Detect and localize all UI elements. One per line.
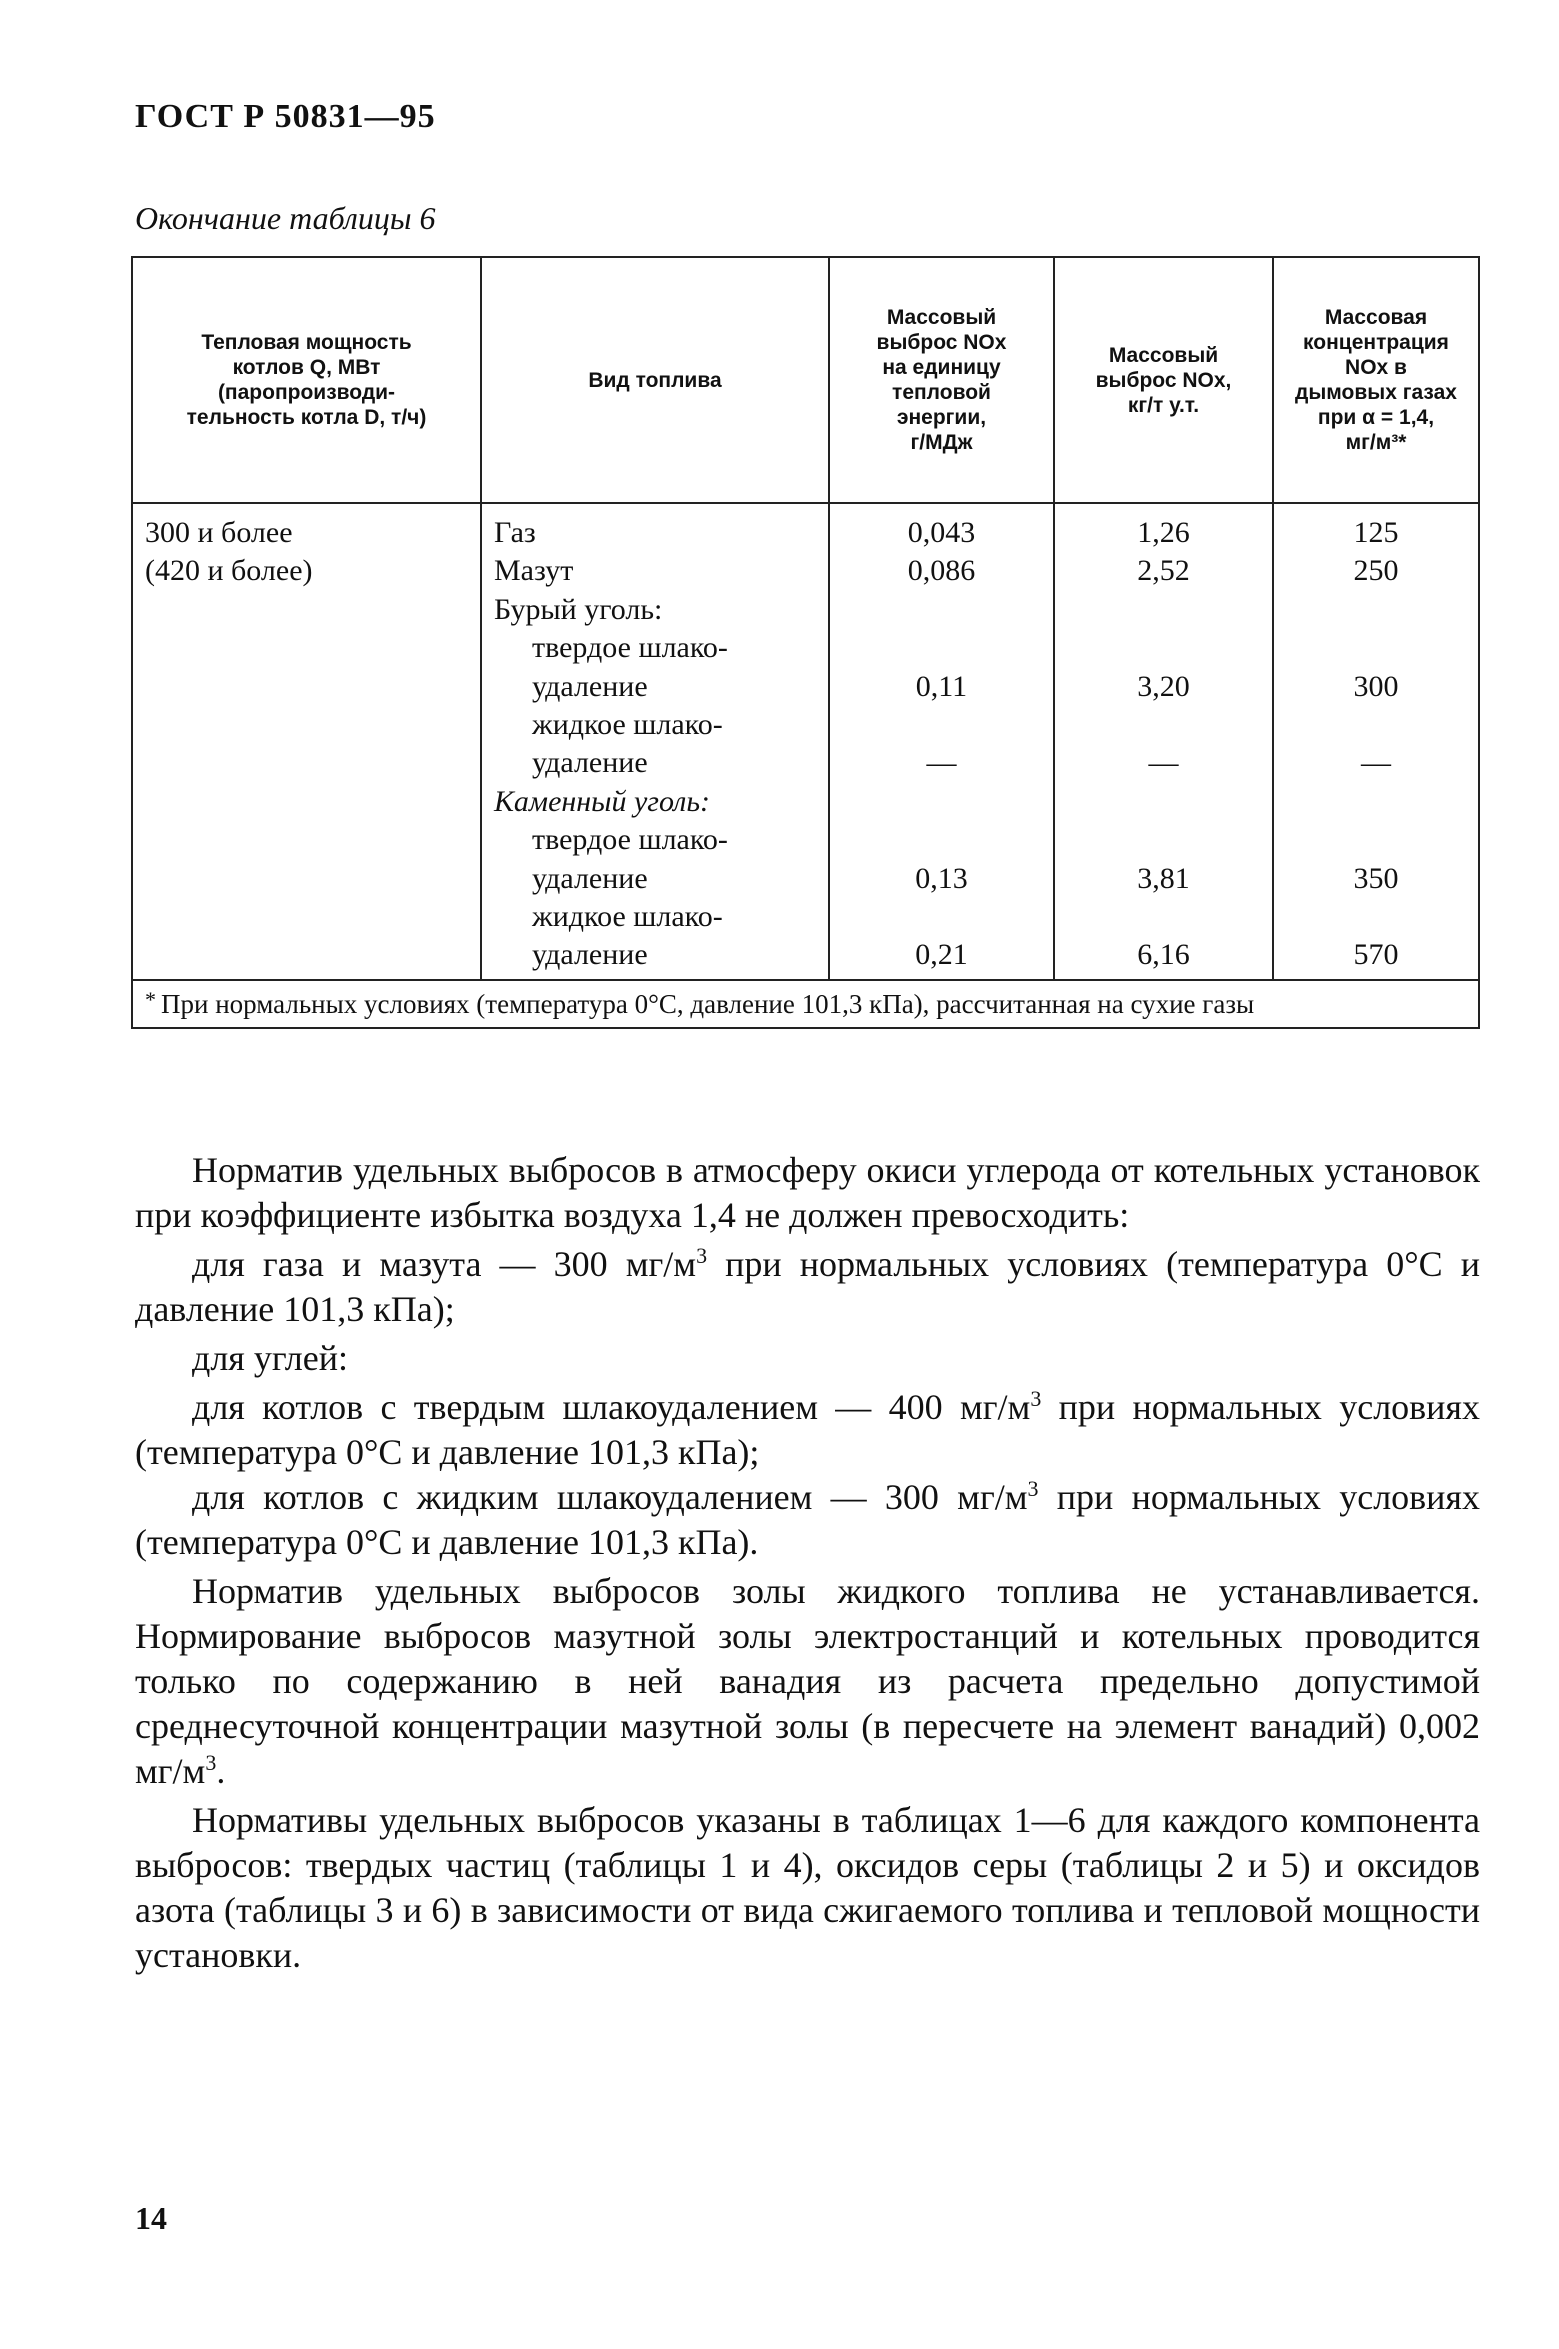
fuel-line: Каменный уголь: xyxy=(494,784,710,818)
fuel-line: удаление xyxy=(532,938,648,972)
mass-value xyxy=(1067,706,1260,744)
fuel-line: твердое шлако- xyxy=(532,631,728,665)
mass-value xyxy=(1067,821,1260,859)
superscript: 3 xyxy=(1030,1386,1042,1411)
energy-value: 0,043 xyxy=(907,516,976,549)
power-cell xyxy=(132,503,481,980)
mass-value xyxy=(1067,591,1260,629)
body-text xyxy=(135,1148,1480,1978)
page-number: 14 xyxy=(135,2200,167,2236)
paragraph-ash: Норматив удельных выбросов золы жидкого топлива не устанавливается. Нормирование выбросов мазутной золы электростанций и котельных проводится только по содержанию в ней ванадия из расчета предельно допустимой среднесуточной концентрации мазутной золы (в пересчете на элемент ванадий) 0,002 $мг/м^3$. xyxy=(135,1571,1480,1791)
column-header-mass-emission: Массовый выброс NOx, кг/т у.т. xyxy=(1054,257,1273,503)
paragraph-solid-slag: для котлов с твердым шлакоудалением — 400 $мг/м^3$ при нормальных условиях (температура 0°С и давление 101,3 кПа); xyxy=(135,1386,1480,1472)
energy-value xyxy=(842,706,1041,744)
mass-value: 1,26 xyxy=(1137,516,1190,549)
concentration-value: 125 xyxy=(1353,516,1399,549)
fuel-cell xyxy=(481,503,829,980)
column-header-concentration: Массовая концентрация NOx в дымовых газах при α = 1,4, мг/м³* xyxy=(1273,257,1479,503)
document-header: ГОСТ Р 50831—95 xyxy=(135,98,436,135)
fuel-line: твердое шлако- xyxy=(532,823,728,857)
mass-value xyxy=(1067,783,1260,821)
energy-value: 0,13 xyxy=(915,861,968,895)
mass-value: — xyxy=(1148,746,1179,780)
concentration-value: 300 xyxy=(1353,669,1399,703)
concentration-value xyxy=(1286,821,1466,859)
superscript: 3 xyxy=(205,1750,217,1775)
energy-value xyxy=(842,629,1041,667)
concentration-value: 350 xyxy=(1353,861,1399,895)
mass-value xyxy=(1067,898,1260,936)
concentration-value xyxy=(1286,706,1466,744)
paragraph-co-norm: Норматив удельных выбросов в атмосферу окиси углерода от котельных установок при коэффициенте избытка воздуха 1,4 не должен превосходить: xyxy=(135,1150,1480,1235)
fuel-line: Газ xyxy=(494,516,536,549)
table-footnote xyxy=(132,980,1479,1028)
mass-value: 3,81 xyxy=(1137,861,1190,895)
energy-value: — xyxy=(926,746,957,780)
column-header-fuel: Вид топлива xyxy=(481,257,829,503)
power-line: 300 и более xyxy=(145,516,293,549)
footnote-mark: * xyxy=(145,986,156,1012)
concentration-value xyxy=(1286,629,1466,667)
paragraph-liquid-slag: для котлов с жидким шлакоудалением — 300 $мг/м^3$ при нормальных условиях (температура 0°С и давление 101,3 кПа). xyxy=(135,1476,1480,1562)
energy-value: 0,11 xyxy=(915,669,968,703)
concentration-value xyxy=(1286,898,1466,936)
mass-value: 6,16 xyxy=(1137,938,1190,972)
emissions-table xyxy=(131,256,1480,1029)
fuel-line: удаление xyxy=(532,861,648,895)
paragraph-gas-oil: для газа и мазута — 300 $мг/м^3$ при нормальных условиях (температура 0°С и давление 101,3 кПа); xyxy=(135,1243,1480,1329)
energy-value: 0,086 xyxy=(907,554,976,588)
superscript: 3 xyxy=(696,1243,708,1268)
fuel-line: жидкое шлако- xyxy=(532,899,723,933)
concentration-value: 570 xyxy=(1353,938,1399,972)
energy-value xyxy=(842,898,1041,936)
energy-value xyxy=(842,783,1041,821)
energy-emission-cell xyxy=(829,503,1054,980)
fuel-line: Бурый уголь: xyxy=(494,592,663,626)
power-line: (420 и более) xyxy=(145,554,313,588)
paragraph-tables-ref: Нормативы удельных выбросов указаны в таблицах 1—6 для каждого компонента выбросов: твердых частиц (таблицы 1 и 4), оксидов серы (таблицы 2 и 5) и оксидов азота (таблицы 3 и 6) в зависимости от вида сжигаемого топлива и тепловой мощности установки. xyxy=(135,1800,1480,1975)
table-caption: Окончание таблицы 6 xyxy=(135,200,436,236)
mass-emission-cell xyxy=(1054,503,1273,980)
fuel-line: удаление xyxy=(532,669,648,703)
concentration-value: — xyxy=(1361,746,1391,780)
fuel-line: удаление xyxy=(532,746,648,780)
energy-value xyxy=(842,821,1041,859)
fuel-line: Мазут xyxy=(494,554,574,588)
table-row xyxy=(132,503,1479,980)
concentration-value xyxy=(1286,783,1466,821)
energy-value: 0,21 xyxy=(915,938,968,972)
concentration-cell xyxy=(1273,503,1479,980)
fuel-line: жидкое шлако- xyxy=(532,707,723,741)
mass-value: 2,52 xyxy=(1137,554,1190,588)
energy-value xyxy=(842,591,1041,629)
mass-value: 3,20 xyxy=(1137,669,1190,703)
concentration-value: 250 xyxy=(1353,554,1399,588)
concentration-value xyxy=(1286,591,1466,629)
column-header-energy-emission: Массовый выброс NOx на единицу тепловой энергии, г/МДж xyxy=(829,257,1054,503)
footnote-row xyxy=(132,980,1479,1028)
table-header-row xyxy=(132,257,1479,503)
column-header-power: Тепловая мощность котлов Q, МВт (паропроизводи- тельность котла D, т/ч) xyxy=(132,257,481,503)
mass-value xyxy=(1067,629,1260,667)
superscript: 3 xyxy=(1027,1476,1039,1501)
paragraph-coals: для углей: xyxy=(192,1338,348,1378)
footnote-text: При нормальных условиях (температура 0°С, давление 101,3 кПа), рассчитанная на сухие газы xyxy=(161,988,1255,1019)
